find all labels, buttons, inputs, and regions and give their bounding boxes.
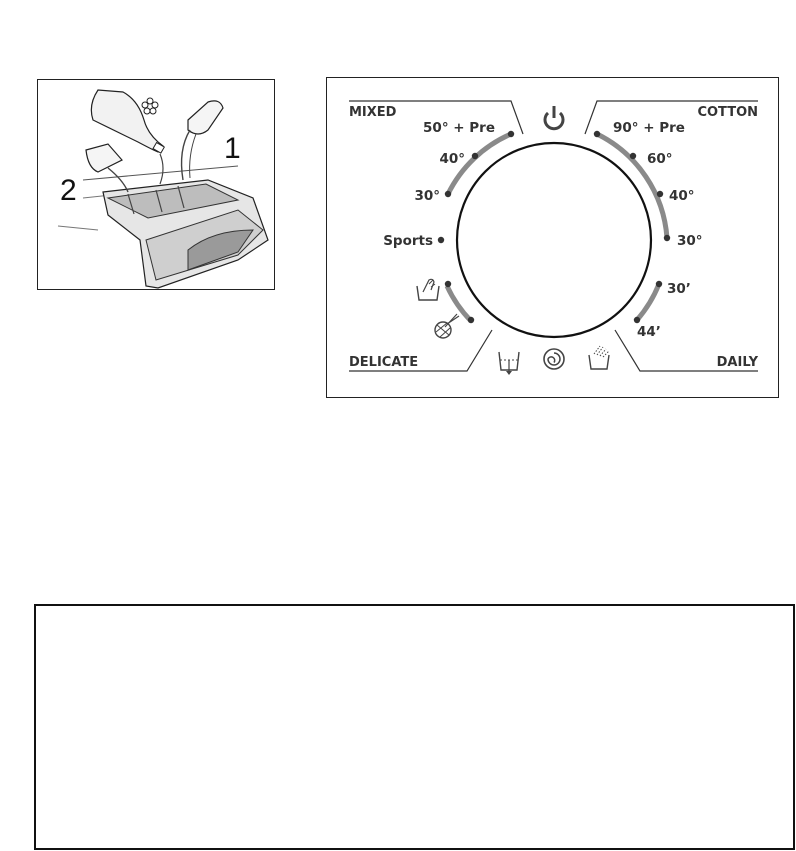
dot-daily-44 [634, 317, 640, 323]
program-selector-knob[interactable] [457, 143, 651, 337]
empty-content-box [34, 604, 795, 850]
dot-mixed-40 [472, 153, 478, 159]
category-cotton: COTTON [697, 105, 758, 120]
program-dial-panel [326, 77, 779, 398]
drain-icon [499, 352, 519, 375]
dot-sports [438, 237, 444, 243]
detergent-drawer-illustration [38, 80, 276, 291]
program-cotton-60: 60° [647, 151, 673, 167]
category-mixed: MIXED [349, 105, 397, 120]
program-mixed-40: 40° [439, 151, 465, 167]
program-daily-44min: 44’ [637, 324, 661, 340]
program-cotton-30: 30° [677, 233, 703, 249]
dot-cotton-40 [657, 191, 663, 197]
flower-icon [142, 98, 158, 114]
category-delicate: DELICATE [349, 355, 419, 370]
dot-cotton-60 [630, 153, 636, 159]
spin-icon [544, 349, 564, 369]
category-daily: DAILY [716, 355, 758, 370]
dot-cotton-30 [664, 235, 670, 241]
dot-mixed-50pre [508, 131, 514, 137]
program-90-pre: 90° + Pre [613, 120, 685, 136]
handwash-icon [417, 279, 439, 300]
dot-mixed-30 [445, 191, 451, 197]
detergent-drawer-figure [37, 79, 275, 290]
daily-arc [637, 284, 659, 320]
dot-delicate-wool [468, 317, 474, 323]
program-sports: Sports [383, 233, 433, 249]
callout-1: 1 [224, 132, 241, 165]
dot-daily-30 [656, 281, 662, 287]
program-cotton-40: 40° [669, 188, 695, 204]
rinse-icon [589, 346, 609, 369]
callout-2: 2 [60, 174, 77, 207]
power-icon[interactable] [545, 106, 563, 129]
wool-icon [435, 314, 459, 338]
delicate-arc [447, 286, 471, 321]
program-daily-30min: 30’ [667, 281, 691, 297]
dot-cotton-90pre [594, 131, 600, 137]
program-mixed-30: 30° [414, 188, 440, 204]
program-dial-diagram [327, 78, 780, 399]
program-50-pre: 50° + Pre [423, 120, 495, 136]
dot-delicate-handwash [445, 281, 451, 287]
